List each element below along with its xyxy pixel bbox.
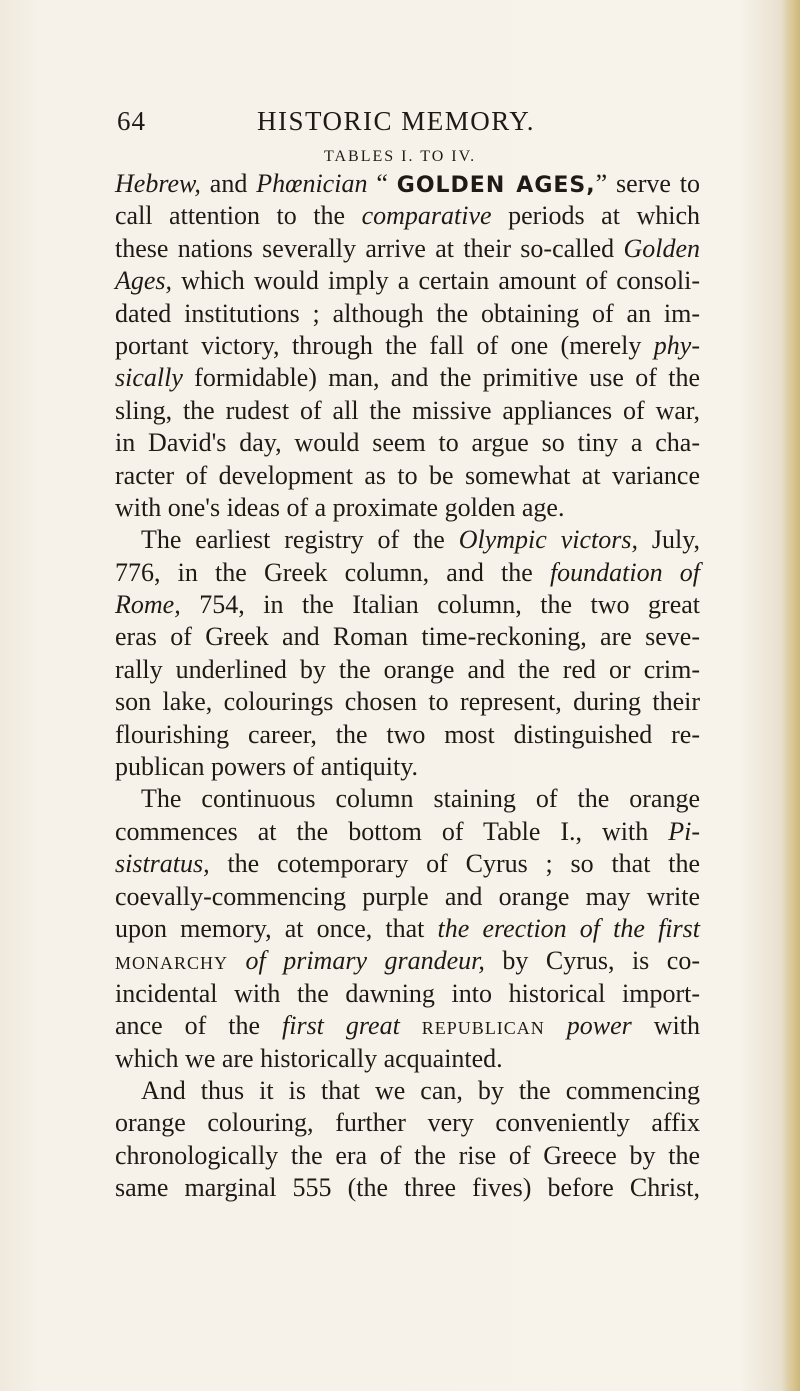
text-line: 776, in the Greek column, and the foundation of — [115, 557, 700, 587]
emphasis: foundation of — [549, 557, 700, 587]
text-line: incidental with the dawning into historical import- — [115, 978, 700, 1008]
text-line: same marginal 555 (the three fives) before Christ, — [115, 1173, 700, 1203]
text-line: upon memory, at once, that the erection of the first — [115, 913, 700, 943]
text-line: which we are historically acquainted. — [115, 1043, 503, 1073]
emphasis: comparative — [361, 201, 492, 231]
emphasis: sistratus, — [115, 849, 210, 879]
emphasis: first great — [282, 1011, 400, 1041]
text-line: Rome, 754, in the Italian column, the two great — [115, 590, 700, 620]
emphasis: of primary grandeur, — [228, 946, 485, 976]
text-line: monarchy of primary grandeur, by Cyrus, is co- — [115, 946, 700, 976]
emphasis: Phœnician — [256, 169, 368, 198]
emphasis: Golden — [623, 233, 700, 263]
page-edge — [782, 0, 800, 1391]
emphasis: power — [566, 1011, 632, 1041]
emphasis: the erection of the first — [437, 913, 700, 943]
text-line: coevally-commencing purple and orange may write — [115, 881, 700, 911]
small-caps-word: monarchy — [115, 946, 229, 976]
text-line: publican powers of antiquity. — [115, 752, 419, 782]
emphasis: Olympic victors, — [458, 525, 638, 555]
text-line: Ages, which would imply a certain amount of consoli- — [115, 266, 700, 296]
text-line: in David's day, would seem to argue so tiny a cha- — [115, 428, 700, 458]
text-line: flourishing career, the two most distinguished re- — [115, 719, 700, 749]
text-line: rally underlined by the orange and the red or crim- — [115, 654, 700, 684]
emphasis: Rome, — [115, 590, 181, 620]
section-subheading: TABLES I. TO IV. — [324, 148, 477, 165]
running-header — [117, 106, 717, 140]
text-line: eras of Greek and Roman time-reckoning, are seve- — [115, 622, 700, 652]
running-title: HISTORIC MEMORY. — [257, 106, 536, 136]
text-line: And thus it is that we can, by the commencing — [141, 1075, 700, 1105]
text-line: sling, the rudest of all the missive appliances of war, — [115, 395, 700, 425]
text-line: orange colouring, further very conveniently affix — [115, 1108, 700, 1138]
page-number: 64 — [117, 106, 146, 136]
small-caps-word: republican — [421, 1011, 545, 1041]
text-line: The continuous column staining of the orange — [141, 784, 700, 814]
emphasis: Hebrew, — [115, 169, 201, 198]
text-line: portant victory, through the fall of one (merely phy- — [115, 330, 700, 360]
body-text — [115, 168, 700, 1205]
text-line: racter of development as to be somewhat at variance — [115, 460, 700, 490]
golden-ages-label: GOLDEN AGES, — [396, 173, 596, 198]
text-line: The earliest registry of the Olympic victors, July, — [141, 525, 701, 555]
text-line: sistratus, the cotemporary of Cyrus ; so that the — [115, 849, 700, 879]
text-line: with one's ideas of a proximate golden age. — [115, 492, 565, 522]
text-line: sically formidable) man, and the primitive use of the — [115, 363, 700, 393]
emphasis: Pi- — [668, 816, 700, 846]
emphasis: sically — [115, 363, 183, 393]
text-line: call attention to the comparative periods at which — [115, 201, 701, 231]
text-line: chronologically the era of the rise of Greece by the — [115, 1140, 700, 1170]
text-line: these nations severally arrive at their so-called Golden — [115, 233, 700, 263]
text-line: son lake, colourings chosen to represent, during their — [115, 687, 700, 717]
text-line: ance of the first great republican power with — [115, 1011, 701, 1041]
emphasis: Ages, — [115, 266, 173, 296]
text-line: Hebrew, and Phœnician “ GOLDEN AGES,” serve to — [115, 169, 700, 198]
emphasis: phy- — [653, 330, 700, 360]
text-line: commences at the bottom of Table I., with Pi- — [115, 816, 700, 846]
text-line: dated institutions ; although the obtaining of an im- — [115, 298, 700, 328]
